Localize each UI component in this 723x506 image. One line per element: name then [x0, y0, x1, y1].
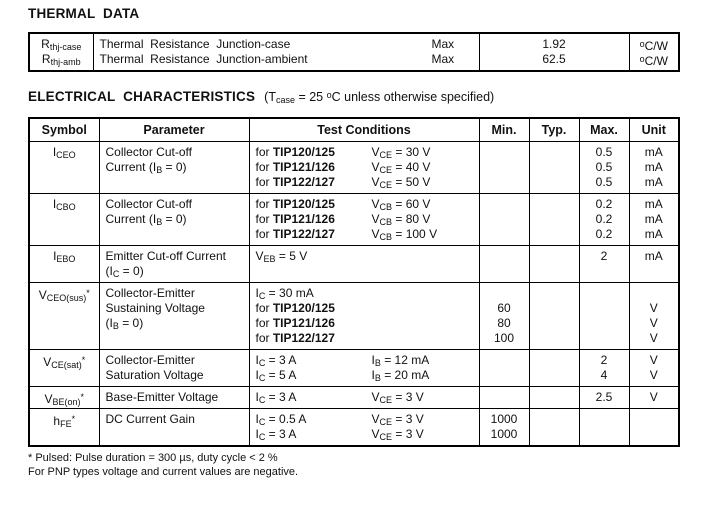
column-header: Symbol: [29, 118, 99, 142]
symbol: $I_{EBO}$: [53, 249, 76, 264]
parameter-cell: [99, 350, 249, 387]
max-value: [580, 286, 629, 301]
condition-line: [250, 427, 479, 442]
min-value: 1000: [490, 412, 518, 426]
unit-value: [630, 286, 679, 301]
conditions-cell: [249, 283, 479, 350]
condition-line: [250, 368, 479, 383]
thermal-qualifier: Max: [431, 52, 455, 66]
typ-value: [530, 316, 579, 331]
min-value: [480, 160, 529, 175]
condition-right: $V_{CB} = 80$ V: [371, 212, 431, 227]
parameter-line: $(I_B = 0)$: [105, 316, 144, 331]
max-cell: [579, 350, 629, 387]
condition-left: for TIP122/127: [255, 175, 335, 189]
max-cell: [579, 142, 629, 194]
parameter-line: Collector-Emitter: [105, 353, 195, 367]
min-cell: [479, 142, 529, 194]
typ-value: [530, 390, 579, 405]
conditions-cell: [249, 409, 479, 447]
min-cell: [479, 409, 529, 447]
table-row: [29, 246, 679, 283]
typ-cell: [529, 142, 579, 194]
typ-value: [530, 427, 579, 442]
condition-line: [250, 249, 479, 264]
unit-value: mA: [644, 145, 663, 159]
symbol: $I_{CBO}$: [52, 197, 76, 212]
max-value: 0.2: [595, 197, 613, 211]
column-header: Test Conditions: [249, 118, 479, 142]
table-row: [29, 350, 679, 387]
unit-cell: [629, 409, 679, 447]
parameter-cell: [99, 194, 249, 246]
symbol-cell: [29, 246, 99, 283]
parameter-line: Saturation Voltage: [105, 368, 204, 382]
min-value: 1000: [490, 427, 518, 441]
parameter-line: Collector Cut-off: [105, 197, 192, 211]
condition-line: [250, 331, 479, 346]
typ-cell: [529, 283, 579, 350]
unit-value: V: [649, 316, 658, 330]
conditions-cell: [249, 350, 479, 387]
max-value: [580, 331, 629, 346]
typ-value: [530, 412, 579, 427]
electrical-subtitle: ($T_{case} = 25$ $^o$C unless otherwise specified): [264, 90, 495, 105]
symbol-cell: [29, 283, 99, 350]
min-value: [480, 145, 529, 160]
max-cell: [579, 194, 629, 246]
min-cell: [479, 350, 529, 387]
min-value: [480, 264, 529, 279]
condition-line: [250, 227, 479, 242]
min-value: [480, 286, 529, 301]
symbol: $h_{FE}^*$: [53, 414, 76, 429]
parameter-line: Collector-Emitter: [105, 286, 195, 300]
typ-value: [530, 212, 579, 227]
table-row: [29, 387, 679, 409]
footnote-pulsed: * Pulsed: Pulse duration = 300 µs, duty cycle < 2 %: [28, 452, 278, 464]
symbol-cell: [29, 350, 99, 387]
unit-cell: [629, 246, 679, 283]
typ-value: [530, 264, 579, 279]
typ-value: [530, 331, 579, 346]
min-cell: [479, 387, 529, 409]
parameter-line: Base-Emitter Voltage: [105, 390, 219, 404]
min-cell: [479, 194, 529, 246]
max-value: 0.2: [595, 212, 613, 226]
max-cell: [579, 283, 629, 350]
conditions-cell: [249, 387, 479, 409]
condition-right: $V_{CE} = 50$ V: [371, 175, 431, 190]
thermal-value: 1.92: [542, 37, 566, 51]
thermal-value-cell: [479, 33, 629, 71]
unit-value: mA: [644, 175, 663, 189]
min-value: [480, 249, 529, 264]
max-value: 0.5: [595, 160, 613, 174]
parameter-cell: [99, 246, 249, 283]
condition-right: $V_{CB} = 60$ V: [371, 197, 431, 212]
min-value: [480, 353, 529, 368]
min-value: [480, 227, 529, 242]
condition-right: $I_B = 12$ mA: [371, 353, 430, 368]
typ-value: [530, 353, 579, 368]
unit-value: V: [649, 301, 658, 315]
unit-value: V: [649, 368, 658, 382]
electrical-title: ELECTRICAL CHARACTERISTICS: [28, 89, 256, 104]
condition-left: for TIP122/127: [255, 227, 335, 241]
max-value: [580, 264, 629, 279]
max-value: [580, 316, 629, 331]
parameter-line: Emitter Cut-off Current: [105, 249, 226, 263]
unit-value: [630, 427, 679, 442]
typ-cell: [529, 387, 579, 409]
unit-value: V: [649, 331, 658, 345]
conditions-cell: [249, 142, 479, 194]
condition-line: [250, 197, 479, 212]
conditions-cell: [249, 246, 479, 283]
min-value: [480, 175, 529, 190]
symbol-cell: [29, 387, 99, 409]
unit-cell: [629, 387, 679, 409]
table-row: [29, 194, 679, 246]
typ-cell: [529, 350, 579, 387]
condition-right: $V_{CE} = 3$ V: [371, 412, 424, 427]
min-cell: [479, 246, 529, 283]
max-value: 0.2: [595, 227, 613, 241]
typ-value: [530, 175, 579, 190]
parameter-line: Collector Cut-off: [105, 145, 192, 159]
condition-line: [250, 316, 479, 331]
max-cell: [579, 409, 629, 447]
thermal-unit: $^o$C/W: [639, 54, 668, 68]
thermal-description-cell: [93, 33, 479, 71]
parameter-cell: [99, 283, 249, 350]
symbol: $V_{CE(sat)}^*$: [43, 355, 86, 370]
condition-left: $I_C = 0.5$ A: [255, 412, 307, 427]
thermal-description: Thermal Resistance Junction-case: [99, 37, 291, 51]
parameter-line: Current $(I_B = 0)$: [105, 160, 187, 175]
condition-right: $V_{CE} = 3$ V: [371, 427, 424, 442]
condition-left: for TIP120/125: [255, 301, 335, 315]
parameter-cell: [99, 142, 249, 194]
condition-left: for TIP121/126: [255, 212, 335, 226]
unit-cell: [629, 283, 679, 350]
unit-value: mA: [644, 197, 663, 211]
unit-value: mA: [644, 249, 663, 263]
thermal-description-line: [94, 37, 479, 52]
unit-value: mA: [644, 212, 663, 226]
unit-value: mA: [644, 227, 663, 241]
condition-right: $I_B = 20$ mA: [371, 368, 430, 383]
min-value: [480, 197, 529, 212]
condition-line: [250, 212, 479, 227]
typ-cell: [529, 194, 579, 246]
max-value: 0.5: [595, 145, 613, 159]
condition-left: for TIP122/127: [255, 331, 335, 345]
unit-value: [630, 412, 679, 427]
condition-left: $I_C = 3$ A: [255, 353, 297, 368]
thermal-unit: $^o$C/W: [639, 39, 668, 53]
table-row: [29, 409, 679, 447]
min-value: 100: [493, 331, 515, 345]
condition-left: $I_C = 3$ A: [255, 390, 297, 405]
typ-value: [530, 368, 579, 383]
condition-left: for TIP121/126: [255, 316, 335, 330]
condition-line: [250, 390, 479, 405]
thermal-row: [29, 33, 679, 71]
symbol: $V_{BE(on)}^*$: [44, 392, 85, 407]
condition-right: $V_{CE} = 40$ V: [371, 160, 431, 175]
min-cell: [479, 283, 529, 350]
typ-cell: [529, 409, 579, 447]
typ-value: [530, 301, 579, 316]
condition-left: for TIP120/125: [255, 197, 335, 211]
condition-right: $V_{CE} = 3$ V: [371, 390, 424, 405]
typ-value: [530, 249, 579, 264]
condition-line: [250, 286, 479, 301]
min-value: [480, 368, 529, 383]
max-value: [580, 301, 629, 316]
thermal-table: [28, 32, 680, 72]
condition-left: for TIP120/125: [255, 145, 335, 159]
typ-value: [530, 160, 579, 175]
typ-value: [530, 197, 579, 212]
condition-line: [250, 160, 479, 175]
min-value: [480, 212, 529, 227]
footnote-pnp: For PNP types voltage and current values are negative.: [28, 465, 299, 478]
column-header: Parameter: [99, 118, 249, 142]
typ-value: [530, 227, 579, 242]
column-header: Typ.: [529, 118, 579, 142]
table-row: [29, 283, 679, 350]
condition-left: $I_C = 30$ mA: [255, 286, 314, 301]
column-header: Max.: [579, 118, 629, 142]
thermal-description: Thermal Resistance Junction-ambient: [99, 52, 308, 66]
condition-left: $V_{EB} = 5$ V: [255, 249, 308, 264]
min-value: 80: [497, 316, 511, 330]
symbol-cell: [29, 194, 99, 246]
typ-value: [530, 286, 579, 301]
parameter-line: Sustaining Voltage: [105, 301, 205, 315]
unit-cell: [629, 194, 679, 246]
condition-left: $I_C = 5$ A: [255, 368, 297, 383]
max-value: 2: [600, 353, 608, 367]
electrical-header-row: [29, 118, 679, 142]
condition-line: [250, 175, 479, 190]
max-cell: [579, 246, 629, 283]
parameter-line: Current $(I_B = 0)$: [105, 212, 187, 227]
unit-value: V: [649, 353, 658, 367]
parameter-line: DC Current Gain: [105, 412, 195, 426]
thermal-symbol: $R_{thj-case}$: [41, 37, 82, 52]
max-cell: [579, 387, 629, 409]
thermal-value: 62.5: [542, 52, 566, 66]
parameter-line: $(I_C = 0)$: [105, 264, 144, 279]
symbol-cell: [29, 409, 99, 447]
thermal-qualifier: Max: [431, 37, 455, 51]
thermal-unit-cell: [629, 33, 679, 71]
thermal-symbol: $R_{thj-amb}$: [41, 52, 81, 67]
thermal-data-heading: THERMAL DATA: [28, 6, 140, 21]
max-value: 4: [600, 368, 608, 382]
typ-cell: [529, 246, 579, 283]
typ-value: [530, 145, 579, 160]
parameter-cell: [99, 387, 249, 409]
unit-cell: [629, 142, 679, 194]
symbol: $I_{CEO}$: [52, 145, 76, 160]
thermal-symbol-cell: [29, 33, 93, 71]
min-value: [480, 390, 529, 405]
condition-left: for TIP121/126: [255, 160, 335, 174]
electrical-table: [28, 117, 680, 447]
thermal-description-line: [94, 52, 479, 67]
column-header: Unit: [629, 118, 679, 142]
unit-cell: [629, 350, 679, 387]
max-value: [580, 412, 629, 427]
symbol: $V_{CEO(sus)}^*$: [38, 288, 90, 303]
condition-line: [250, 353, 479, 368]
min-value: 60: [497, 301, 511, 315]
unit-value: [630, 264, 679, 279]
max-value: [580, 427, 629, 442]
max-value: 2: [600, 249, 608, 263]
condition-right: $V_{CE} = 30$ V: [371, 145, 431, 160]
unit-value: V: [649, 390, 658, 404]
condition-line: [250, 145, 479, 160]
parameter-cell: [99, 409, 249, 447]
condition-line: [250, 412, 479, 427]
unit-value: mA: [644, 160, 663, 174]
symbol-cell: [29, 142, 99, 194]
conditions-cell: [249, 194, 479, 246]
max-value: 2.5: [595, 390, 613, 404]
footnotes: [28, 452, 723, 479]
table-row: [29, 142, 679, 194]
condition-right: $V_{CB} = 100$ V: [371, 227, 438, 242]
condition-left: $I_C = 3$ A: [255, 427, 297, 442]
electrical-characteristics-heading: [28, 89, 723, 105]
column-header: Min.: [479, 118, 529, 142]
condition-line: [250, 301, 479, 316]
max-value: 0.5: [595, 175, 613, 189]
